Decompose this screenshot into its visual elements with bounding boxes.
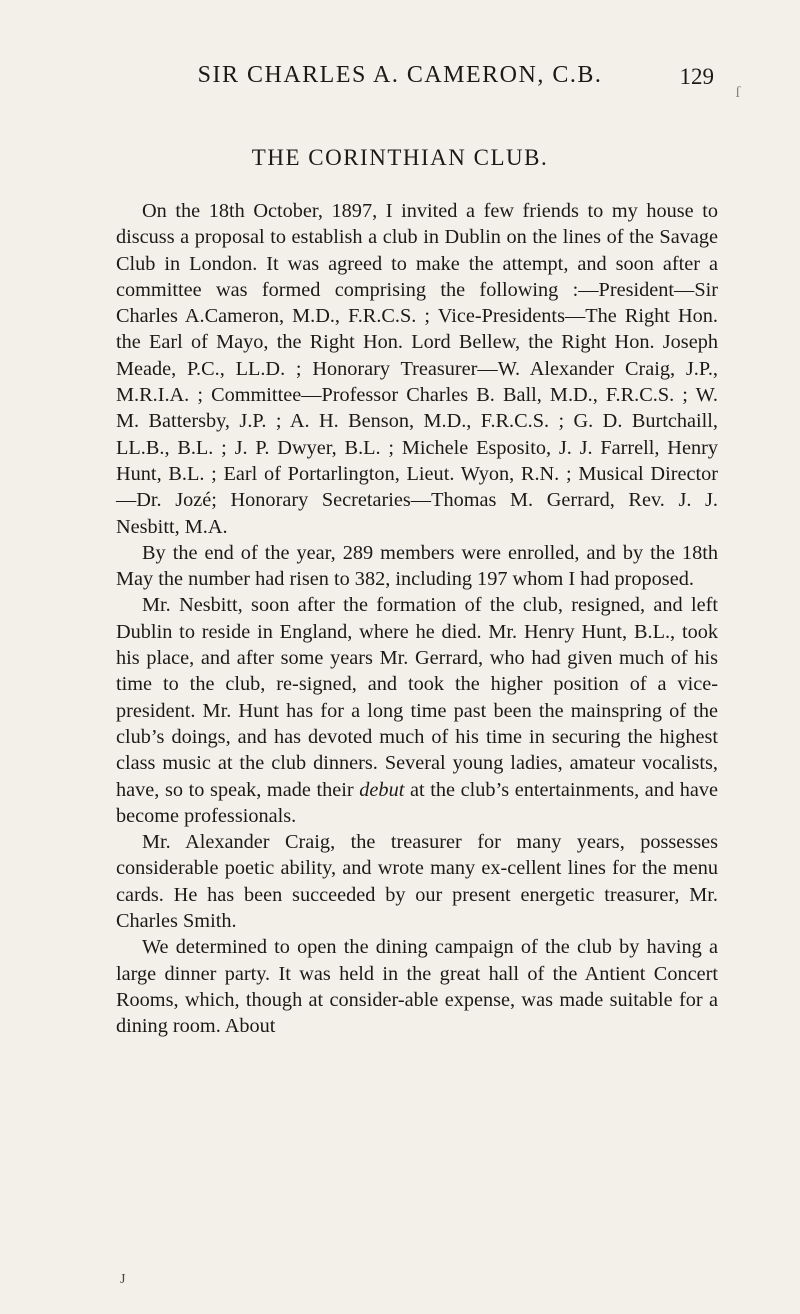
running-head <box>0 62 800 102</box>
paragraph-text: We determined to open the dining campaign of the club by having a large dinner party. It was held in the great hall of the Antient Concert Rooms, which, though at consider-able expense, was made suitable for a dining room. About <box>116 936 718 1038</box>
paragraph-text: Mr. Alexander Craig, the treasurer for many years, possesses considerable poetic ability, and wrote many ex-cellent lines for the menu cards. He has been succeeded by our present energetic treasurer, Mr. Charles Smith. <box>116 831 718 933</box>
signature-mark: J <box>120 1272 126 1287</box>
paragraph-3 <box>116 592 718 829</box>
paragraph-4 <box>116 829 718 934</box>
paragraph-text: By the end of the year, 289 members were enrolled, and by the 18th May the number had risen to 382, including 197 whom I had proposed. <box>116 541 718 591</box>
paragraph-5 <box>116 934 718 1039</box>
body-text <box>116 198 718 1040</box>
chapter-title: THE CORINTHIAN CLUB. <box>251 145 549 170</box>
italic-word: debut <box>359 778 405 801</box>
page-number: 129 <box>679 64 714 89</box>
paragraph-text: Mr. Nesbitt, soon after the formation of the club, resigned, and left Dublin to reside in England, where he died. Mr. Henry Hunt, B.L., took his place, and after some years Mr. Gerrard, who had given much of his time to the club, re-signed, and took the higher position of a vice-president. Mr. Hunt has for a long time past been the mainspring of the club’s doings, and has devoted much of his time in securing the highest class music at the club dinners. Several young ladies, amateur vocalists, have, so to speak, made their <box>116 594 718 801</box>
running-title: SIR CHARLES A. CAMERON, C.B. <box>197 62 603 88</box>
paragraph-1 <box>116 198 718 540</box>
stray-mark: ſ <box>735 84 740 101</box>
paragraph-text: at the club’s entertainments, and have become professionals. <box>116 778 719 827</box>
paragraph-2 <box>116 540 718 593</box>
paragraph-text: On the 18th October, 1897, I invited a few friends to my house to discuss a proposal to establish a club in Dublin on the lines of the Savage Club in London. It was agreed to make the attempt, and soon after a committee was formed comprising the following :—President—Sir Charles A.Cameron, M.D., F.R.C.S. ; Vice-Presidents—The Right Hon. the Earl of Mayo, the Right Hon. Lord Bellew, the Right Hon. Joseph Meade, P.C., LL.D. ; Honorary Treasurer—W. Alexander Craig, J.P., M.R.I.A. ; Committee—Professor Charles B. Ball, M.D., F.R.C.S. ; W. M. Battersby, J.P. ; A. H. Benson, M.D., F.R.C.S. ; G. D. Burtchaill, LL.B., B.L. ; J. P. Dwyer, B.L. ; Michele Esposito, J. J. Farrell, Henry Hunt, B.L. ; Earl of Portarlington, Lieut. Wyon, R.N. ; Musical Director—Dr. Jozé; Honorary Secretaries—Thomas M. Gerrard, Rev. J. J. Nesbitt, M.A. <box>116 200 718 538</box>
